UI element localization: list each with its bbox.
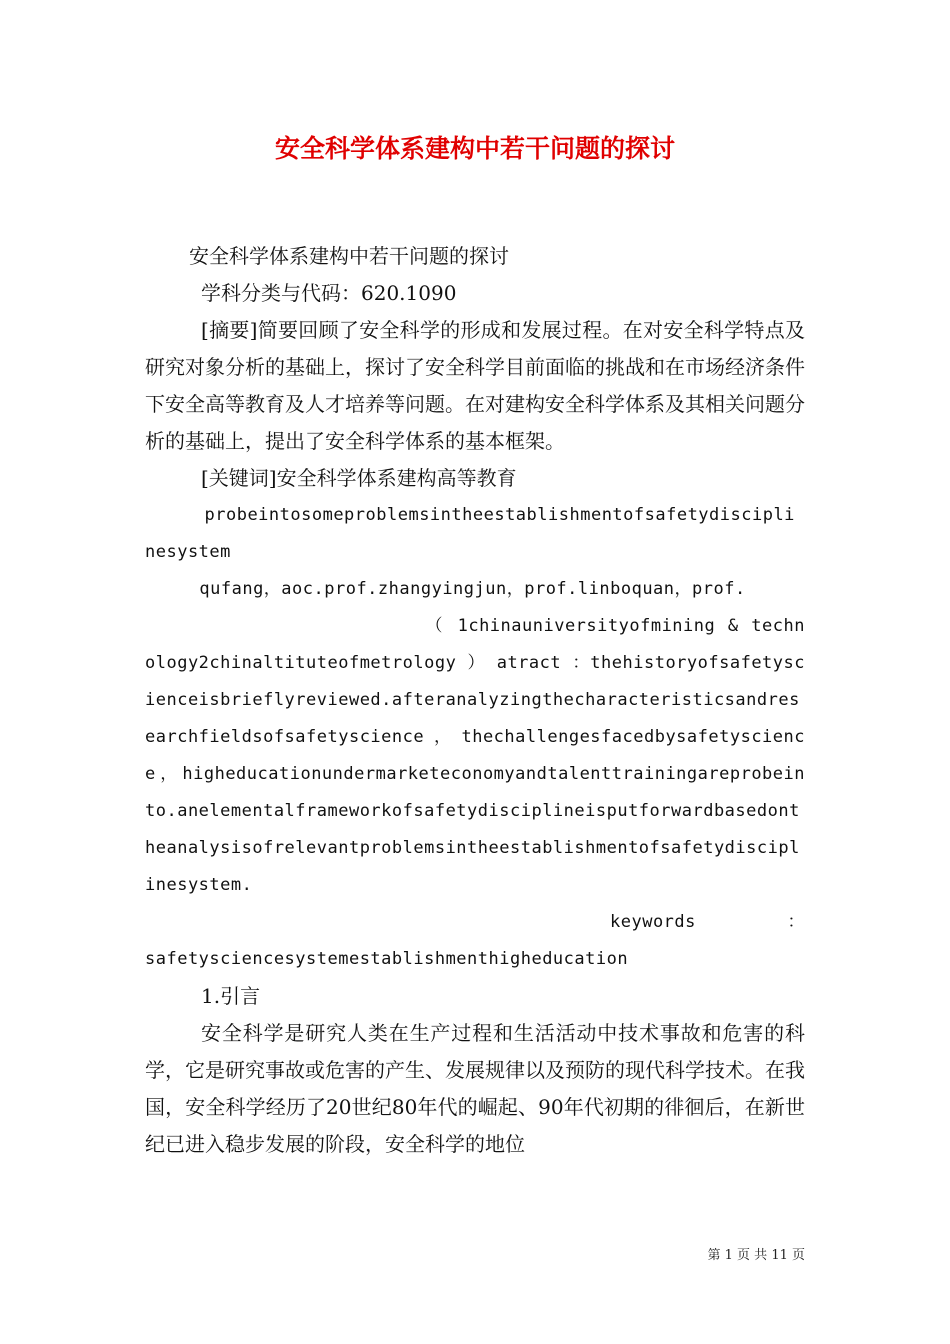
document-body xyxy=(145,238,805,1163)
english-authors: qufang，aoc.prof.zhangyingjun，prof.linboquan，prof. xyxy=(199,579,746,599)
abstract-zh: [摘要]简要回顾了安全科学的形成和发展过程。在对安全科学特点及研究对象分析的基础上，探讨了安全科学目前面临的挑战和在市场经济条件下安全高等教育及人才培养等问题。在对建构安全科学体系及其相关问题分析的基础上，提出了安全科学体系的基本框架。 xyxy=(145,318,805,453)
english-abstract: （ 1chinauniversityofmining & technology2chinaltituteofmetrology ） atract ：thehistoryofsafetyscienceisbrieflyreviewed.afteranalyzingthecharacteristicsandresearchfieldsofsafetyscience，thechallengesfacedbysafetyscience，higheducationundermarketeconomyandtalenttrainingareprobeinto.anelementalframeworkofsafetydisciplineisputforwardbasedontheanalysisofrelevantproblemsintheestablishmentofsafetydisciplinesystem. xyxy=(145,616,805,895)
english-keywords: safetysciencesystemestablishmenthigheducation xyxy=(145,949,629,969)
intro-paragraph: 安全科学是研究人类在生产过程和生活活动中技术事故和危害的科学，它是研究事故或危害的产生、发展规律以及预防的现代科学技术。在我国，安全科学经历了20世纪80年代的崛起、90年代初期的徘徊后，在新世纪已进入稳步发展的阶段，安全科学的地位 xyxy=(145,1021,805,1156)
english-title: probeintosomeproblemsintheestablishmentofsafetydisciplinesystem xyxy=(145,505,795,562)
subtitle: 安全科学体系建构中若干问题的探讨 xyxy=(189,244,509,268)
document-title: 安全科学体系建构中若干问题的探讨 xyxy=(274,134,675,163)
keywords-zh: [关键词]安全科学体系建构高等教育 xyxy=(201,466,517,490)
classification-code: 学科分类与代码：620.1090 xyxy=(201,281,457,305)
keywords-en-label: keywords xyxy=(610,912,696,932)
section-heading: 1.引言 xyxy=(201,984,261,1008)
keywords-en-colon: ： xyxy=(787,912,805,932)
page-number: 第 1 页 共 11 页 xyxy=(707,1248,805,1263)
english-keywords-label-line xyxy=(145,904,805,941)
